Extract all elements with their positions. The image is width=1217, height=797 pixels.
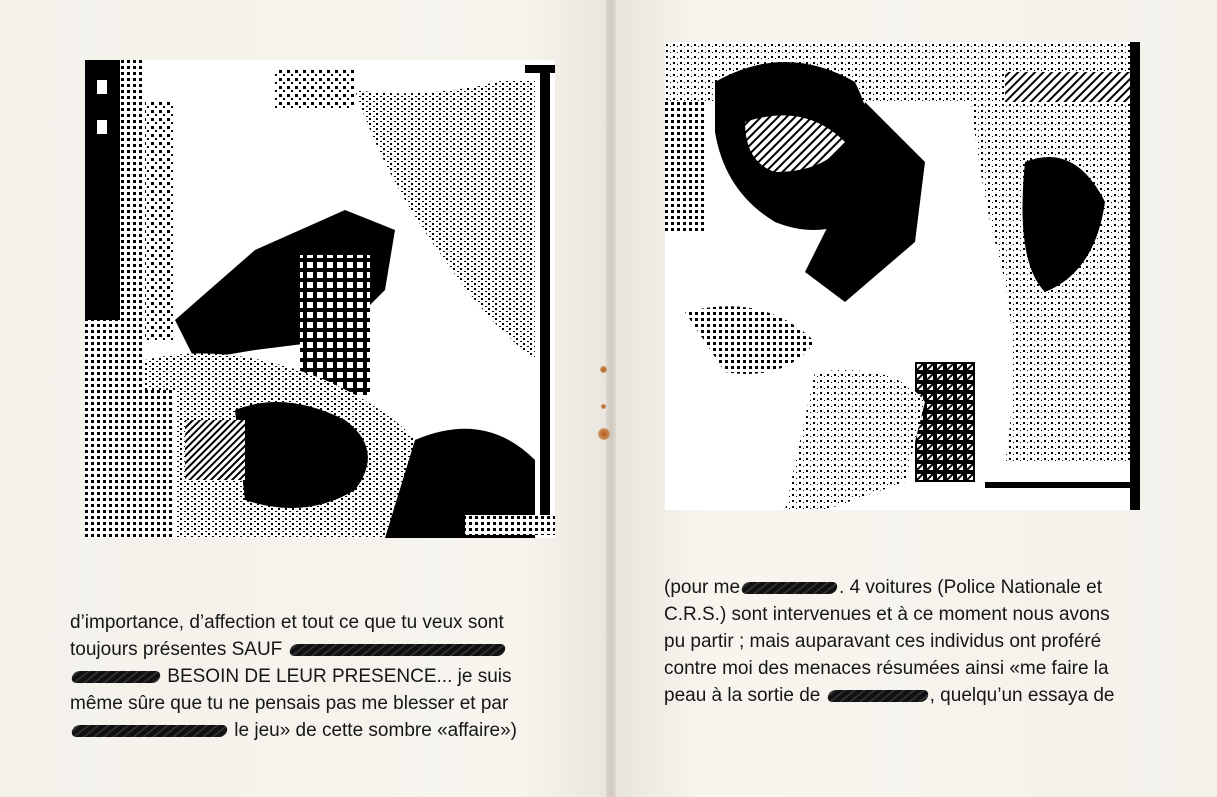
right-halftone-image — [665, 42, 1140, 510]
left-halftone-image — [85, 60, 555, 538]
redaction-scribble — [70, 725, 228, 737]
redaction-scribble — [826, 690, 929, 702]
left-halftone-graphic — [85, 60, 555, 538]
book-gutter — [606, 0, 616, 797]
paper-stain — [601, 404, 606, 409]
text-line — [664, 574, 1144, 601]
text-line — [664, 682, 1144, 709]
text-line-content: . 4 voitures (Police Nationale et — [839, 577, 1102, 598]
text-line-content: même sûre que tu ne pensais pas me blesser et par — [70, 693, 509, 714]
text-line — [70, 636, 560, 663]
redaction-scribble — [288, 644, 506, 656]
text-line — [70, 690, 560, 717]
text-line — [70, 609, 560, 636]
text-line — [70, 717, 560, 744]
text-line — [664, 601, 1144, 628]
text-line-content: , quelqu’un essaya de — [929, 685, 1115, 706]
redaction-scribble — [70, 671, 161, 683]
text-line-content: d’importance, d’affection et tout ce que tu veux sont — [70, 612, 504, 633]
text-line-content: BESOIN DE LEUR PRESENCE... je suis — [167, 666, 512, 687]
redaction-scribble — [740, 582, 838, 594]
right-halftone-graphic — [665, 42, 1140, 510]
paper-stain — [600, 366, 607, 373]
text-line — [70, 663, 560, 690]
text-line — [664, 655, 1144, 682]
text-line-content: C.R.S.) sont intervenues et à ce moment nous avons — [664, 604, 1110, 625]
text-line-content: contre moi des menaces résumées ainsi «me faire la — [664, 658, 1109, 679]
right-page-text — [664, 574, 1144, 709]
left-page-text — [70, 609, 560, 744]
text-line-content: peau à la sortie de — [664, 685, 821, 706]
text-line-content: (pour me — [664, 577, 741, 598]
paper-stain — [598, 428, 610, 440]
text-line-content: pu partir ; mais auparavant ces individus ont proféré — [664, 631, 1102, 652]
text-line-content: toujours présentes SAUF — [70, 639, 283, 660]
text-line-content: le jeu» de cette sombre «affaire») — [234, 720, 517, 741]
text-line — [664, 628, 1144, 655]
